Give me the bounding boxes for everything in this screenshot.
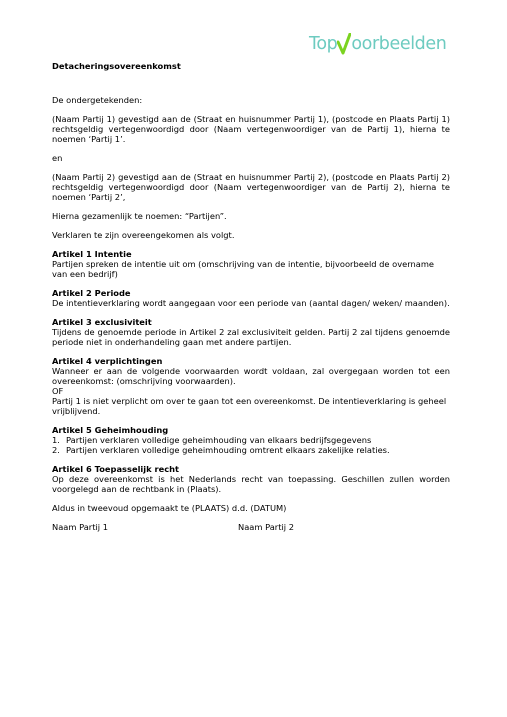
article4-heading: Artikel 4 verplichtingen [52,356,163,366]
article4-text: Wanneer er aan de volgende voorwaarden wordt voldaan, zal overgegaan worden tot een overeenkomst: (omschrijving voorwaarden). [52,366,450,386]
signature-party2: Naam Partij 2 [238,522,294,532]
list-text: Partijen verklaren volledige geheimhouding van elkaars bedrijfsgegevens [66,435,372,445]
list-number: 1. [52,435,60,445]
article1-heading: Artikel 1 Intentie [52,249,132,259]
document-body [52,61,450,532]
article1-text: Partijen spreken de intentie uit om (omschrijving van de intentie, bijvoorbeeld de overname van een bedrijf) [52,259,435,279]
logo-text-voorbeelden: oorbeelden [351,34,447,54]
document-title: Detacheringsovereenkomst [52,61,181,71]
article2-heading: Artikel 2 Periode [52,288,131,298]
article6-heading: Artikel 6 Toepasselijk recht [52,464,180,474]
article2-text: De intentieverklaring wordt aangegaan voor een periode van (aantal dagen/ weken/ maanden). [52,298,450,308]
list-item [52,445,450,455]
signature-row [52,522,450,532]
list-text: Partijen verklaren volledige geheimhouding omtrent elkaars zakelijke relaties. [66,445,390,455]
closing-text: Aldus in tweevoud opgemaakt te (PLAATS) d.d. (DATUM) [52,503,287,513]
declare-text: Verklaren te zijn overeengekomen als volgt. [52,230,235,240]
brand-logo [309,33,446,55]
article5-heading: Artikel 5 Geheimhouding [52,425,169,435]
together-text: Hierna gezamenlijk te noemen: “Partijen”. [52,211,227,221]
signature-party1: Naam Partij 1 [52,522,108,532]
article6-text: Op deze overeenkomst is het Nederlands recht van toepassing. Geschillen zullen worden voorgelegd aan de rechtbank in (Plaats). [52,474,450,494]
party2-text: (Naam Partij 2) gevestigd aan de (Straat en huisnummer Partij 2), (postcode en Plaats Partij 2) rechtsgeldig vertegenwoordigd door (Naam vertegenwoordiger van de Partij 2), hierna te noemen ‘Partij 2’, [52,172,450,202]
list-number: 2. [52,445,60,455]
intro-text: De ondergetekenden: [52,95,143,105]
list-item [52,435,450,445]
party1-text: (Naam Partij 1) gevestigd aan de (Straat en huisnummer Partij 1), (postcode en Plaats Partij 1) rechtsgeldig vertegenwoordigd door (Naam vertegenwoordiger van de Partij 1), hierna te noemen ‘Partij 1’. [52,114,450,144]
and-text: en [52,153,63,163]
article3-heading: Artikel 3 exclusiviteit [52,317,152,327]
checkmark-icon [337,33,351,55]
article4-or: OF [52,386,64,396]
logo-text-top: Top [309,34,338,54]
article3-text: Tijdens de genoemde periode in Artikel 2 zal exclusiviteit gelden. Partij 2 zal tijdens genoemde periode niet in onderhandeling gaan met andere partijen. [52,327,450,347]
article4-text2: Partij 1 is niet verplicht om over te gaan tot een overeenkomst. De intentieverklaring is geheel vrijblijvend. [52,396,447,416]
